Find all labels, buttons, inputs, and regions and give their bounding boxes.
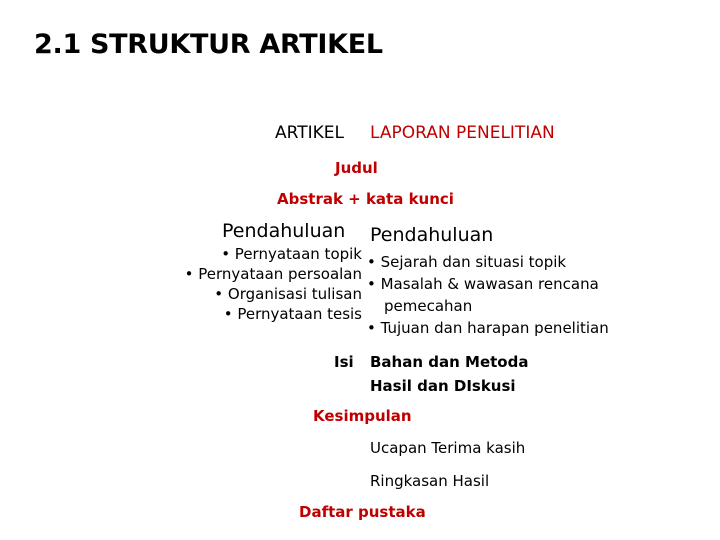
list-item: • Pernyataan tesis <box>223 305 362 323</box>
section-judul: Judul <box>335 159 378 177</box>
list-item: • Sejarah dan situasi topik <box>367 253 567 271</box>
section-ucapan: Ucapan Terima kasih <box>370 439 526 457</box>
column-heading-laporan: LAPORAN PENELITIAN <box>370 123 555 143</box>
isi-bahan-metoda: Bahan dan Metoda <box>370 353 529 371</box>
section-daftar-pustaka: Daftar pustaka <box>299 503 426 521</box>
column-heading-artikel: ARTIKEL <box>275 123 344 143</box>
list-item: • Pernyataan topik <box>221 245 362 263</box>
isi-hasil-diskusi: Hasil dan DIskusi <box>370 377 516 395</box>
pendahuluan-heading-laporan: Pendahuluan <box>370 224 494 246</box>
list-item: • Masalah & wawasan rencana <box>367 275 599 293</box>
section-isi-label: Isi <box>334 353 354 371</box>
list-item: • Organisasi tulisan <box>214 285 362 303</box>
pendahuluan-laporan-list <box>367 251 609 339</box>
section-kesimpulan: Kesimpulan <box>313 407 412 425</box>
section-ringkasan: Ringkasan Hasil <box>370 472 490 490</box>
pendahuluan-artikel-list <box>185 244 362 324</box>
pendahuluan-heading-artikel: Pendahuluan <box>222 220 346 242</box>
list-item-continuation: pemecahan <box>384 297 473 315</box>
list-item: • Tujuan dan harapan penelitian <box>367 319 609 337</box>
page-title: 2.1 STRUKTUR ARTIKEL <box>34 29 383 60</box>
section-abstrak: Abstrak + kata kunci <box>277 190 454 208</box>
list-item: • Pernyataan persoalan <box>184 265 362 283</box>
